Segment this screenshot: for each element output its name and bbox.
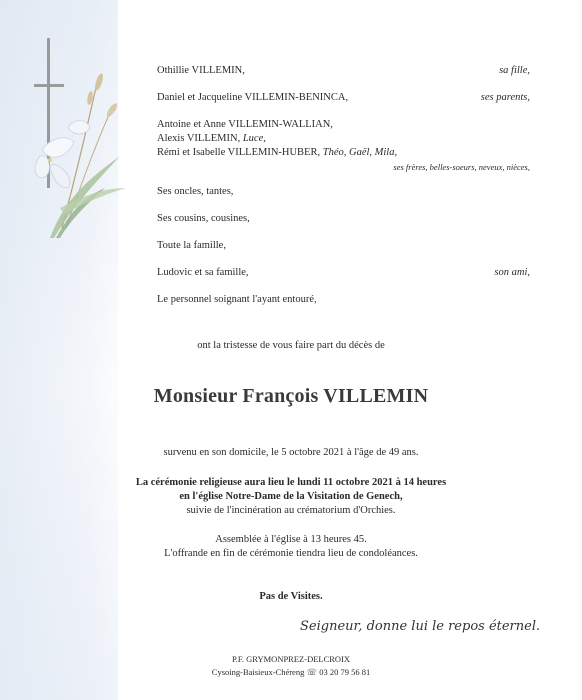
family-ludovic: Ludovic et sa famille, (157, 267, 249, 278)
family-all: Toute la famille, (157, 240, 226, 251)
relation-parents: ses parents, (480, 92, 530, 103)
relation-siblings: ses frères, belles-soeurs, neveux, nièces, (393, 162, 530, 172)
remi-children: Théo, Gaël, Mila, (322, 147, 398, 158)
family-remi (157, 146, 397, 159)
remi-name: Rémi et Isabelle VILLEMIN-HUBER, (157, 147, 321, 158)
deceased-name: Monsieur François VILLEMIN (153, 385, 429, 407)
funeral-home-name: P.F. GRYMONPREZ-DELCROIX (231, 654, 351, 664)
assembly-line-1: Assemblée à l'église à 13 heures 45. (215, 534, 367, 545)
family-staff: Le personnel soignant l'ayant entouré, (157, 294, 317, 305)
death-details: survenu en son domicile, le 5 octobre 2021 à l'âge de 49 ans. (163, 447, 419, 458)
assembly-line-2: L'offrande en fin de cérémonie tiendra lieu de condoléances. (164, 548, 418, 559)
ceremony-line-1: La cérémonie religieuse aura lieu le lundi 11 octobre 2021 à 14 heures (135, 477, 447, 488)
prayer-text: Seigneur, donne lui le repos éternel. (300, 619, 541, 634)
telephone-icon: ☏ (306, 667, 318, 677)
family-parents: Daniel et Jacqueline VILLEMIN-BENINCA, (157, 92, 349, 103)
no-visits-text: Pas de Visites. (259, 591, 323, 602)
family-uncles: Ses oncles, tantes, (157, 186, 234, 197)
relation-friend: son ami, (494, 267, 530, 278)
ceremony-line-2: en l'église Notre-Dame de la Visitation de Genech, (179, 491, 403, 502)
family-alexis (157, 132, 266, 145)
funeral-home-address: Cysoing-Baisieux-Chéreng (211, 667, 305, 677)
cross-lily-illustration (20, 38, 130, 238)
alexis-name: Alexis VILLEMIN, (157, 133, 241, 144)
funeral-home-phone: 03 20 79 56 81 (319, 667, 371, 677)
cross-horizontal (34, 84, 64, 87)
relation-daughter: sa fille, (499, 65, 530, 76)
family-antoine: Antoine et Anne VILLEMIN-WALLIAN, (157, 119, 333, 130)
alexis-child: Luce, (242, 133, 266, 144)
ceremony-line-3: suivie de l'incinération au crématorium d'Orchies. (186, 505, 396, 516)
family-cousins: Ses cousins, cousines, (157, 213, 250, 224)
announcement-text: ont la tristesse de vous faire part du décès de (197, 340, 385, 351)
family-othillie: Othillie VILLEMIN, (157, 65, 245, 76)
funeral-home-contact (0, 667, 582, 678)
